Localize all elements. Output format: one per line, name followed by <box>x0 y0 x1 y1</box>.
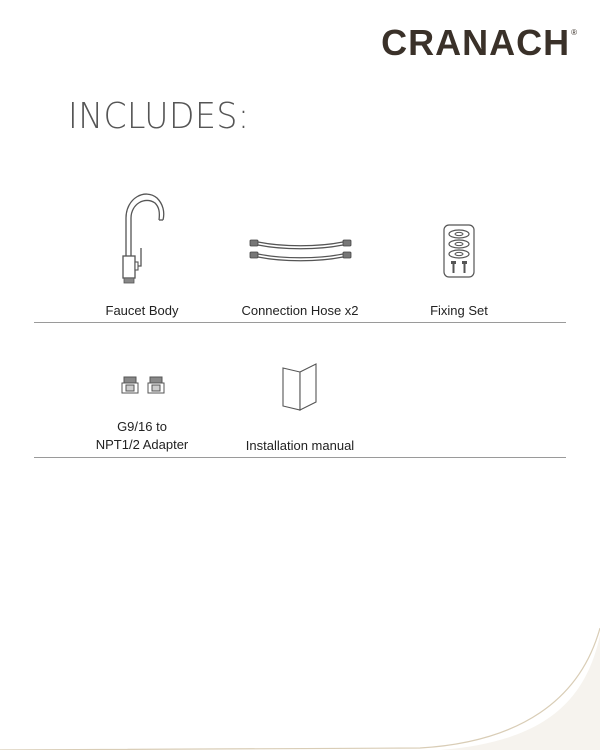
adapter-label-line-2: NPT1/2 Adapter <box>95 437 189 452</box>
adapter-icon <box>121 376 165 396</box>
adapter-label <box>72 418 212 454</box>
adapter-label-line-1: G9/16 to <box>117 419 167 434</box>
divider-row-1 <box>34 322 566 323</box>
installation-manual-label: Installation manual <box>245 438 355 453</box>
fixing-set-icon <box>443 224 475 278</box>
brand-name: CRANACH <box>381 22 571 63</box>
faucet-icon <box>115 190 170 285</box>
faucet-body-label: Faucet Body <box>105 303 179 318</box>
page-title: INCLUDES: <box>68 96 250 137</box>
fixing-set-label: Fixing Set <box>430 303 488 318</box>
manual-icon <box>280 362 320 412</box>
registered-mark: ® <box>571 28 578 37</box>
connection-hose-label: Connection Hose x2 <box>241 303 359 318</box>
divider-row-2 <box>34 457 566 458</box>
hose-icon <box>248 235 353 265</box>
brand-logo <box>381 22 578 64</box>
